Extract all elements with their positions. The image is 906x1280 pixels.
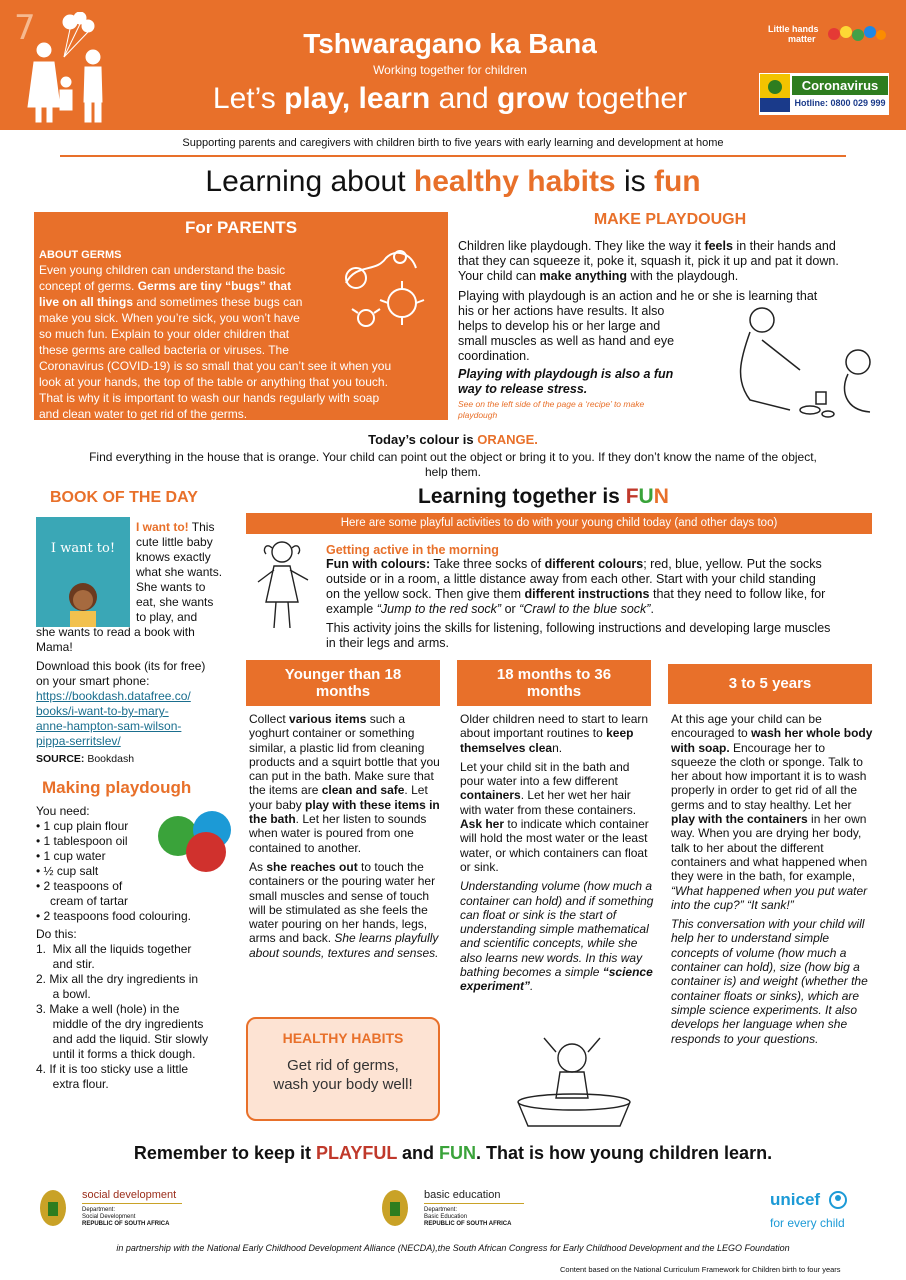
letter-u: U	[638, 485, 654, 508]
activity-text: in their legs and arms.	[326, 636, 449, 650]
parents-line: make you sick. When you’re sick, you won’t have	[39, 311, 300, 325]
letter-n: N	[653, 485, 669, 508]
line: Department:	[424, 1207, 458, 1213]
link-line[interactable]: https://bookdash.datafree.co/	[36, 689, 191, 703]
line: Social Development	[82, 1214, 136, 1220]
ingredient-item: • 2 teaspoons food colouring.	[36, 909, 191, 923]
divider	[60, 155, 846, 157]
column-header-18-36	[457, 660, 651, 706]
book-blurb: to play, and	[136, 610, 198, 624]
title-bold: fun	[653, 165, 701, 198]
letter-f: F	[625, 485, 639, 508]
line: Get rid of germs,	[287, 1057, 399, 1074]
making-playdough-title: Making playdough	[42, 778, 192, 797]
parents-line: so much fun. Explain to your older children that	[39, 327, 290, 341]
tagline: Supporting parents and caregivers with children birth to five years with early learning and development at home	[182, 137, 724, 149]
activity-text: This activity joins the skills for listening, following instructions and developing large muscles	[326, 621, 831, 635]
book-download: Download this book (its for free)	[36, 659, 206, 673]
coat-of-arms-icon	[380, 1188, 410, 1228]
step-item: middle of the dry ingredients	[36, 1017, 204, 1031]
title-part: Learning about	[205, 165, 414, 198]
headline-bold: grow	[497, 82, 569, 115]
banner-headline	[170, 82, 730, 116]
text-italic: “Crawl to the blue sock”	[519, 602, 651, 616]
line: Basic Education	[424, 1214, 468, 1220]
playdough-text: Playing with playdough is also a fun	[458, 367, 674, 381]
text: Remember to keep it	[133, 1143, 316, 1163]
text: on the yellow sock. Then give them	[326, 587, 525, 601]
text: and	[397, 1143, 440, 1163]
activity-text	[326, 587, 825, 602]
step-item: 2. Mix all the dry ingredients in	[36, 972, 199, 986]
text: Children like playdough. They like the way it	[458, 239, 705, 253]
coronavirus-title: Coronavirus	[792, 76, 888, 95]
text: in their hands and	[732, 239, 836, 253]
book-blurb: Mama!	[36, 640, 73, 654]
little-hands-matter-logo	[768, 24, 819, 44]
line: Department:	[82, 1207, 116, 1213]
getting-active-title: Getting active in the morning	[326, 543, 499, 557]
parents-line: Even young children can understand the basic	[39, 263, 286, 277]
activity-text: outside or in a room, a little distance away from each other. Start with your child standing	[326, 572, 816, 586]
p: Collect various items such a yoghurt container or something similar, a plastic lid from cleaning products and a squirt bottle that you can put in the bath. Make sure that the items are clean and safe. Let your baby play with these items in the bath. Let her listen to sounds when water is poured from one contained to another.	[249, 712, 440, 855]
line: REPUBLIC OF SOUTH AFRICA	[424, 1221, 512, 1227]
be-department	[424, 1207, 511, 1228]
text: example	[326, 602, 377, 616]
book-blurb: knows exactly	[136, 550, 211, 564]
title-part: is	[615, 165, 654, 198]
partnership-note: in partnership with the National Early Childhood Development Alliance (NECDA),the South African Congress for Early Childhood Development and the LEGO Foundation	[116, 1243, 790, 1253]
text-bold: different instructions	[524, 587, 650, 601]
text-bold: Germs are tiny “bugs” that	[137, 279, 292, 293]
playdough-note: playdough	[458, 410, 498, 420]
column-3-5-text	[671, 712, 873, 1046]
child-in-bath-illustration	[510, 1028, 640, 1128]
basic-education-logo: basic education	[424, 1189, 501, 1201]
header-line: Younger than 18	[284, 666, 402, 683]
ingredient-item: • 1 cup water	[36, 849, 106, 863]
text-bold: different colours	[544, 557, 644, 571]
coronavirus-hotline: Hotline: 0800 029 999	[794, 98, 886, 108]
parent-child-playdough-illustration	[720, 300, 890, 425]
book-cover-image	[36, 517, 130, 627]
p: Understanding volume (how much a container can hold) and if something can float or sink is the start of understanding simple mathematical and scientific concepts, while she also learns new words. In this way bathing becomes a simple “science experiment”.	[460, 879, 654, 994]
line: REPUBLIC OF SOUTH AFRICA	[82, 1221, 170, 1227]
book-of-the-day-title: BOOK OF THE DAY	[50, 489, 198, 506]
step-item: and add the liquid. Stir slowly	[36, 1032, 209, 1046]
lhm-line: matter	[788, 34, 816, 44]
lhm-line: Little hands	[768, 24, 819, 34]
steps-list	[36, 942, 208, 1092]
step-item: 1. Mix all the liquids together	[36, 942, 192, 956]
divider	[82, 1203, 182, 1204]
headline-part: together	[568, 82, 688, 115]
column-younger-18-text	[249, 712, 445, 960]
healthy-habits-title: HEALTHY HABITS	[282, 1030, 404, 1046]
text-bold: Fun with colours:	[326, 557, 431, 571]
text: Find everything in the house that is orange. Your child can point out the object or bring it to you. If they don’t know the name of the object,	[89, 450, 817, 464]
main-title	[0, 165, 906, 199]
handprints-icon	[826, 22, 888, 46]
text: ; red, blue, yellow. Put the socks	[643, 557, 822, 571]
unicef-globe-icon	[828, 1190, 848, 1210]
link-line[interactable]: anne-hampton-sam-wilson-	[36, 719, 182, 733]
playdough-text: his or her actions have results. It also	[458, 304, 665, 318]
line: wash your body well!	[273, 1076, 413, 1093]
playdough-text: helps to develop his or her large and	[458, 319, 661, 333]
column-header-younger-18	[246, 660, 440, 706]
link-line[interactable]: books/i-want-to-by-mary-	[36, 704, 169, 718]
book-blurb: what she wants.	[136, 565, 223, 579]
step-item: 3. Make a well (hole) in the	[36, 1002, 180, 1016]
parents-line: That is why it is important to wash our hands regularly with soap	[39, 391, 380, 405]
learning-together-title	[418, 485, 669, 509]
about-germs-heading: ABOUT GERMS	[39, 249, 122, 261]
you-need-label: You need:	[36, 804, 90, 818]
germs-illustration	[336, 243, 442, 343]
book-blurb: eat, she wants	[136, 595, 214, 609]
unicef-logo: unicef	[770, 1190, 821, 1209]
text: . That is how young children learn.	[476, 1143, 773, 1163]
fun-word: FUN	[439, 1143, 477, 1163]
step-item: extra flour.	[36, 1077, 109, 1091]
book-blurb: cute little baby	[136, 535, 213, 549]
step-item: and stir.	[36, 957, 95, 971]
coat-of-arms-icon	[38, 1188, 68, 1228]
for-parents-title: For PARENTS	[184, 218, 298, 237]
book-source	[36, 753, 134, 765]
playdough-text: small muscles as well as hand and eye	[458, 334, 675, 348]
text: concept of germs.	[39, 279, 138, 293]
colour-word: ORANGE.	[477, 432, 538, 447]
playdough-text	[458, 239, 836, 254]
headline-bold: play, learn	[284, 82, 431, 115]
text-italic: “Jump to the red sock”	[376, 602, 502, 616]
headline-part: and	[430, 82, 497, 115]
playdough-text	[458, 269, 738, 284]
source-value: Bookdash	[84, 753, 135, 765]
do-this-label: Do this:	[36, 927, 77, 941]
ingredient-item: • 1 tablespoon oil	[36, 834, 128, 848]
book-link[interactable]	[36, 689, 191, 749]
headline-part: Let’s	[212, 82, 285, 115]
playdough-balls-image	[150, 808, 242, 874]
p: As she reaches out to touch the containers or the pouring water her small muscles and sense of touch will be stimulated as she feels the water pouring on her hands, legs, arms and back. She learns playfully about sounds, textures and senses.	[249, 859, 439, 960]
text: that they need to follow like, for	[649, 587, 826, 601]
text: Learning together is	[418, 485, 626, 508]
parents-line: these germs are called bacteria or viruses. The	[39, 343, 289, 357]
activities-banner: Here are some playful activities to do with your young child today (and other days too)	[246, 513, 872, 534]
make-playdough-title: MAKE PLAYDOUGH	[593, 211, 747, 228]
text: .	[650, 602, 654, 616]
text-bold: live on all things	[39, 295, 134, 309]
banner-subtitle: Working together for children	[373, 63, 527, 77]
text: Take three socks of	[430, 557, 545, 571]
header-line: 18 months to 36	[496, 666, 612, 683]
step-item: until it forms a thick dough.	[36, 1047, 196, 1061]
text: or	[501, 602, 520, 616]
banner-title: Tshwaragano ka Bana	[303, 28, 597, 59]
step-item: a bowl.	[36, 987, 91, 1001]
healthy-habits-text	[246, 1056, 440, 1094]
book-cover-title: I want to!	[50, 541, 116, 556]
parents-line	[39, 278, 291, 294]
parents-line: and clean water to get rid of the germs.	[39, 407, 248, 421]
text: Today’s colour is	[368, 432, 478, 447]
girl-illustration	[252, 536, 314, 636]
ingredient-item: • ½ cup salt	[36, 864, 99, 878]
remember-line	[0, 1143, 906, 1164]
book-name: I want to!	[136, 520, 189, 534]
ingredient-item: cream of tartar	[50, 894, 129, 908]
p: This conversation with your child will help her to understand simple concepts of volume (how much a container can hold), size (how big a container is) and weight (whether the container floats or sinks), which are simple science experiments. It also develops her language when she responds to your questions.	[671, 917, 868, 1046]
text: help them.	[424, 465, 482, 479]
coronavirus-logo-icon	[760, 74, 790, 112]
text-bold: make anything	[539, 269, 628, 283]
header-line: months	[315, 683, 371, 700]
text: and sometimes these bugs can	[133, 295, 303, 309]
link-line[interactable]: pippa-serritslev/	[36, 734, 121, 748]
sd-department	[82, 1207, 169, 1228]
ingredient-item: • 1 cup plain flour	[36, 819, 129, 833]
playdough-text: coordination.	[458, 349, 530, 363]
text: Your child can	[458, 269, 540, 283]
parents-line	[39, 294, 302, 310]
p: Let your child sit in the bath and pour water into a few different containers. Let her wet her hair with water from these containers. Ask her to indicate which container will hold the most water or the least water, or which containers can float or sink.	[460, 759, 649, 874]
baby-illustration	[58, 575, 108, 627]
source-label: SOURCE:	[36, 753, 85, 765]
title-bold: healthy habits	[413, 165, 616, 198]
activity-text	[326, 557, 822, 572]
activity-text	[326, 602, 654, 617]
p: At this age your child can be encouraged to wash her whole body with soap. Encourage her to squeeze the cloth or sponge. Talk to her about how important it is to wash properly in order to get rid of all the germs and to stay healthy. Let her play with the containers in her own way. When you are drying her body, talk to her about the different containers and what happened when they were in the bath, for example, “What happened when you put water into the cup?” “It sank!”	[671, 712, 873, 912]
family-balloons-illustration	[18, 12, 118, 124]
colour-description	[40, 450, 866, 480]
book-blurb: she wants to read a book with	[36, 625, 195, 639]
playdough-text: Playing with playdough is an action and he or she is learning that	[458, 289, 818, 303]
playdough-note: See on the left side of the page a ‘recipe’ to make	[458, 399, 645, 409]
parents-line: look at your hands, the top of the table or anything that you touch.	[39, 375, 388, 389]
unicef-tagline: for every child	[770, 1216, 845, 1230]
ingredient-item: • 2 teaspoons of	[36, 879, 123, 893]
text: with the playdough.	[627, 269, 739, 283]
parents-line: Coronavirus (COVID-19) is so small that you can’t see it when you	[39, 359, 392, 373]
playdough-text: that they can squeeze it, poke it, squash it, pick it up and pat it down.	[458, 254, 839, 268]
divider	[424, 1203, 524, 1204]
text-bold: feels	[704, 239, 733, 253]
book-blurb: She wants to	[136, 580, 206, 594]
content-based-note: Content based on the National Curriculum Framework for Children birth to four years	[560, 1265, 841, 1274]
text: This	[188, 520, 215, 534]
book-blurb	[136, 520, 214, 535]
column-header-3-5: 3 to 5 years	[668, 664, 872, 704]
p: Older children need to start to learn about important routines to keep themselves clean.	[460, 712, 649, 755]
book-download: on your smart phone:	[36, 674, 150, 688]
header-line: months	[526, 683, 582, 700]
step-item: 4. If it is too sticky use a little	[36, 1062, 189, 1076]
playful-word: PLAYFUL	[315, 1143, 398, 1163]
page-number: 7	[14, 8, 36, 48]
todays-colour	[0, 432, 906, 447]
column-18-36-text	[460, 712, 654, 994]
social-development-logo: social development	[82, 1189, 177, 1201]
playdough-text: way to release stress.	[458, 382, 588, 396]
